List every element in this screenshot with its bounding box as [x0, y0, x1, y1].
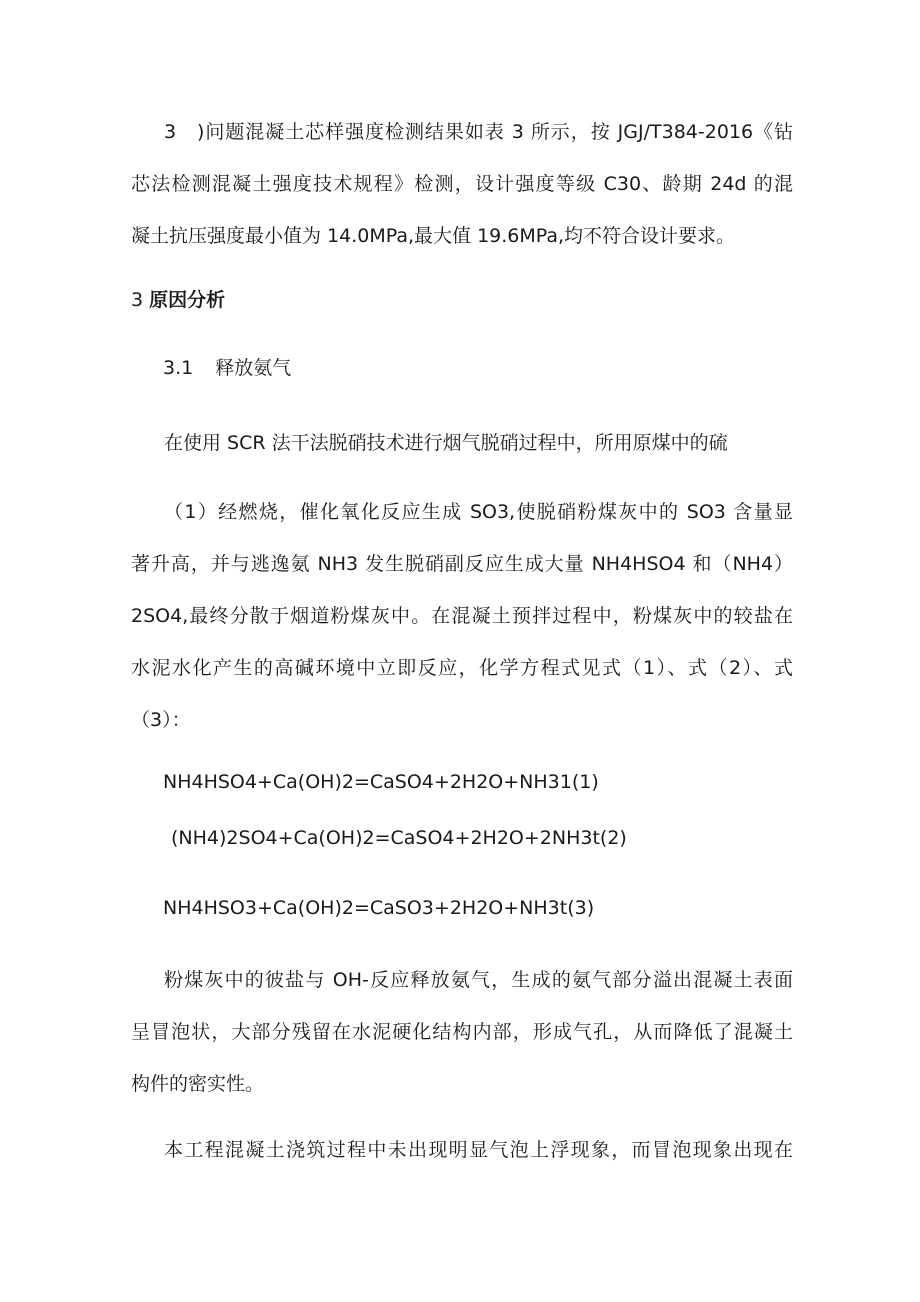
section-number: 3	[131, 289, 150, 311]
paragraph-core-strength-results	[131, 114, 793, 254]
text-line: 粉煤灰中的彼盐与 OH-反应释放氨气，生成的氨气部分溢出混凝土表面	[164, 969, 793, 991]
equation-3: NH4HSO3+Ca(OH)2=CaSO3+2H2O+NH3t(3)	[163, 897, 595, 919]
text-line: 构件的密实性。	[131, 1073, 265, 1095]
section-heading-3	[131, 282, 225, 318]
paragraph-ammonia-release	[131, 962, 793, 1102]
text-line: 3 )问题混凝土芯样强度检测结果如表 3 所示，按 JGJ/T384-2016《钻	[164, 121, 793, 143]
text-line: 在使用 SCR 法干法脱硝技术进行烟气脱硝过程中，所用原煤中的硫	[164, 432, 728, 454]
text-line: 呈冒泡状，大部分残留在水泥硬化结构内部，形成气孔，从而降低了混凝土	[131, 1021, 793, 1043]
text-line: （3）：	[131, 709, 191, 731]
equation-1: NH4HSO4+Ca(OH)2=CaSO4+2H2O+NH31(1)	[163, 771, 599, 793]
text-line: 著升高，并与逃逸氨 NH3 发生脱硝副反应生成大量 NH4HSO4 和（NH4）	[131, 553, 793, 575]
text-line: 2SO4,最终分散于烟道粉煤灰中。在混凝土预拌过程中，粉煤灰中的较盐在	[131, 605, 793, 627]
text-line: 本工程混凝土浇筑过程中未出现明显气泡上浮现象，而冒泡现象出现在	[164, 1139, 793, 1161]
subsection-number: 3.1	[163, 357, 194, 379]
subsection-heading-3-1	[163, 350, 291, 386]
paragraph-reaction-description	[131, 494, 793, 738]
paragraph-project-observation	[131, 1132, 793, 1168]
text-line: 水泥水化产生的高碱环境中立即反应，化学方程式见式（1）、式（2）、式	[131, 657, 793, 679]
text-line: 芯法检测混凝土强度技术规程》检测，设计强度等级 C30、龄期 24d 的混	[131, 173, 793, 195]
subsection-title: 释放氨气	[215, 357, 292, 379]
equation-2: (NH4)2SO4+Ca(OH)2=CaSO4+2H2O+2NH3t(2)	[171, 827, 627, 849]
paragraph-scr-denitrification	[131, 425, 793, 461]
text-line: （1）经燃烧，催化氧化反应生成 SO3,使脱硝粉煤灰中的 SO3 含量显	[164, 501, 793, 523]
text-line: 凝土抗压强度最小值为 14.0MPa,最大值 19.6MPa,均不符合设计要求。	[131, 225, 736, 247]
section-title: 原因分析	[149, 289, 226, 311]
